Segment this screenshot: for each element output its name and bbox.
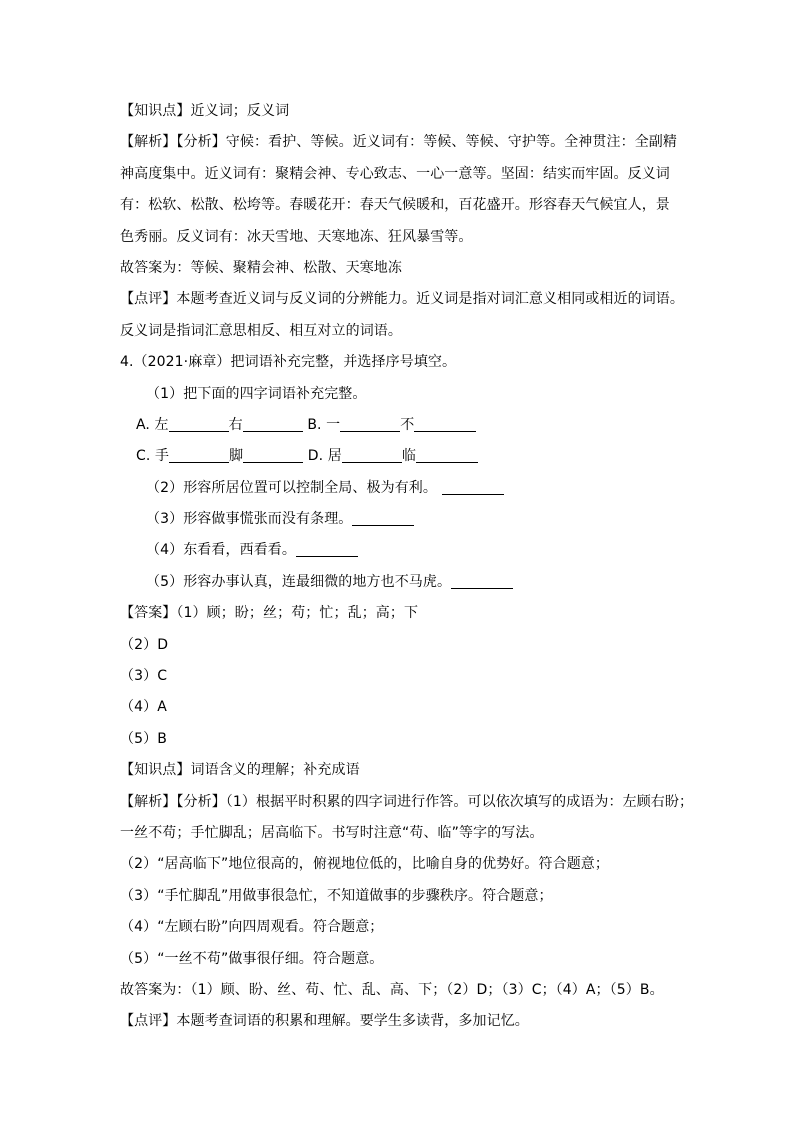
fill-blank[interactable] — [414, 416, 476, 432]
sub-question-text: （3）形容做事慌张而没有条理。 — [146, 511, 353, 528]
analysis-line: 【解析】【分析】守候：看护、等候。近义词有：等候、等候、守护等。全神贯注：全副精 — [120, 134, 677, 151]
analysis-line: （2）“居高临下”地位很高的，俯视地位低的，比喻自身的优势好。符合题意； — [120, 856, 610, 873]
analysis-line: （4）“左顾右盼”向四周观看。符合题意； — [120, 919, 384, 936]
analysis-line: 【解析】【分析】（1）根据平时积累的四字词进行作答。可以依次填写的成语为：左顾右盼； — [120, 793, 694, 810]
option-c-label: C. 手 — [136, 448, 170, 465]
option-row-ab — [120, 410, 680, 441]
fill-blank[interactable] — [243, 416, 303, 432]
sub-question-4 — [120, 535, 680, 566]
analysis-line: 有：松软、松散、松垮等。春暖花开：春天气候暖和，百花盛开。形容春天气候宜人，景 — [120, 197, 670, 214]
analysis-line: 一丝不苟；手忙脚乱；居高临下。书写时注意“苟、临”等字的写法。 — [120, 824, 544, 841]
analysis-line: 神高度集中。近义词有：聚精会神、专心致志、一心一意等。坚固：结实而牢固。反义词 — [120, 165, 670, 182]
comment-line: 【点评】本题考查近义词与反义词的分辨能力。近义词是指对词汇意义相同或相近的词语。 — [120, 291, 684, 308]
answer-line: 【答案】（1）顾；盼；丝；苟；忙；乱；高；下 — [120, 605, 419, 622]
answer-line: （5）B — [120, 730, 167, 747]
option-d-label: D. 居 — [307, 448, 342, 465]
comment-line: 【点评】本题考查词语的积累和理解。要学生多读背，多加记忆。 — [120, 1013, 529, 1030]
option-c-mid: 脚 — [229, 448, 244, 465]
document-page — [120, 96, 694, 1038]
option-a-label: A. 左 — [136, 416, 169, 433]
answer-line: （4）A — [120, 699, 167, 716]
fill-blank[interactable] — [340, 416, 400, 432]
analysis-line: （5）“一丝不苟”做事很仔细。符合题意。 — [120, 950, 384, 967]
option-b-label: B. 一 — [307, 416, 341, 433]
option-a-mid: 右 — [228, 416, 243, 433]
sub-question-2 — [120, 473, 680, 504]
sub-question-text: （5）形容办事认真，连最细微的地方也不马虎。 — [146, 573, 452, 590]
sub-question-5 — [120, 567, 680, 598]
fill-blank[interactable] — [442, 479, 504, 495]
fill-blank[interactable] — [342, 447, 402, 463]
fill-blank[interactable] — [296, 541, 358, 557]
sub-question-text: （2）形容所居位置可以控制全局、极为有利。 — [146, 479, 438, 496]
analysis-line: （3）“手忙脚乱”用做事很急忙，不知道做事的步骤秩序。符合题意； — [120, 887, 553, 904]
answer-summary: 故答案为：（1）顾、盼、丝、苟、忙、乱、高、下；（2）D；（3）C；（4）A；（5）B。 — [120, 981, 664, 998]
sub-question-3 — [120, 504, 680, 535]
sub-question-1: （1）把下面的四字词语补充完整。 — [146, 385, 367, 402]
fill-blank[interactable] — [416, 447, 478, 463]
analysis-line: 色秀丽。反义词有：冰天雪地、天寒地冻、狂风暴雪等。 — [120, 228, 473, 245]
knowledge-point: 【知识点】词语含义的理解；补充成语 — [120, 762, 360, 779]
answer-summary: 故答案为：等候、聚精会神、松散、天寒地冻 — [120, 259, 402, 276]
option-d-mid: 临 — [401, 448, 416, 465]
fill-blank[interactable] — [169, 447, 229, 463]
fill-blank[interactable] — [169, 416, 229, 432]
sub-question-text: （4）东看看，西看看。 — [146, 542, 297, 559]
question-stem: 4.（2021·麻章）把词语补充完整，并选择序号填空。 — [120, 354, 457, 371]
answer-line: （2）D — [120, 636, 169, 653]
comment-line: 反义词是指词汇意思相反、相互对立的词语。 — [120, 322, 402, 339]
fill-blank[interactable] — [451, 573, 513, 589]
option-row-cd — [120, 441, 680, 472]
option-b-mid: 不 — [400, 416, 415, 433]
fill-blank[interactable] — [243, 447, 303, 463]
answer-line: （3）C — [120, 668, 168, 685]
fill-blank[interactable] — [352, 510, 414, 526]
knowledge-point: 【知识点】近义词；反义词 — [120, 103, 290, 119]
